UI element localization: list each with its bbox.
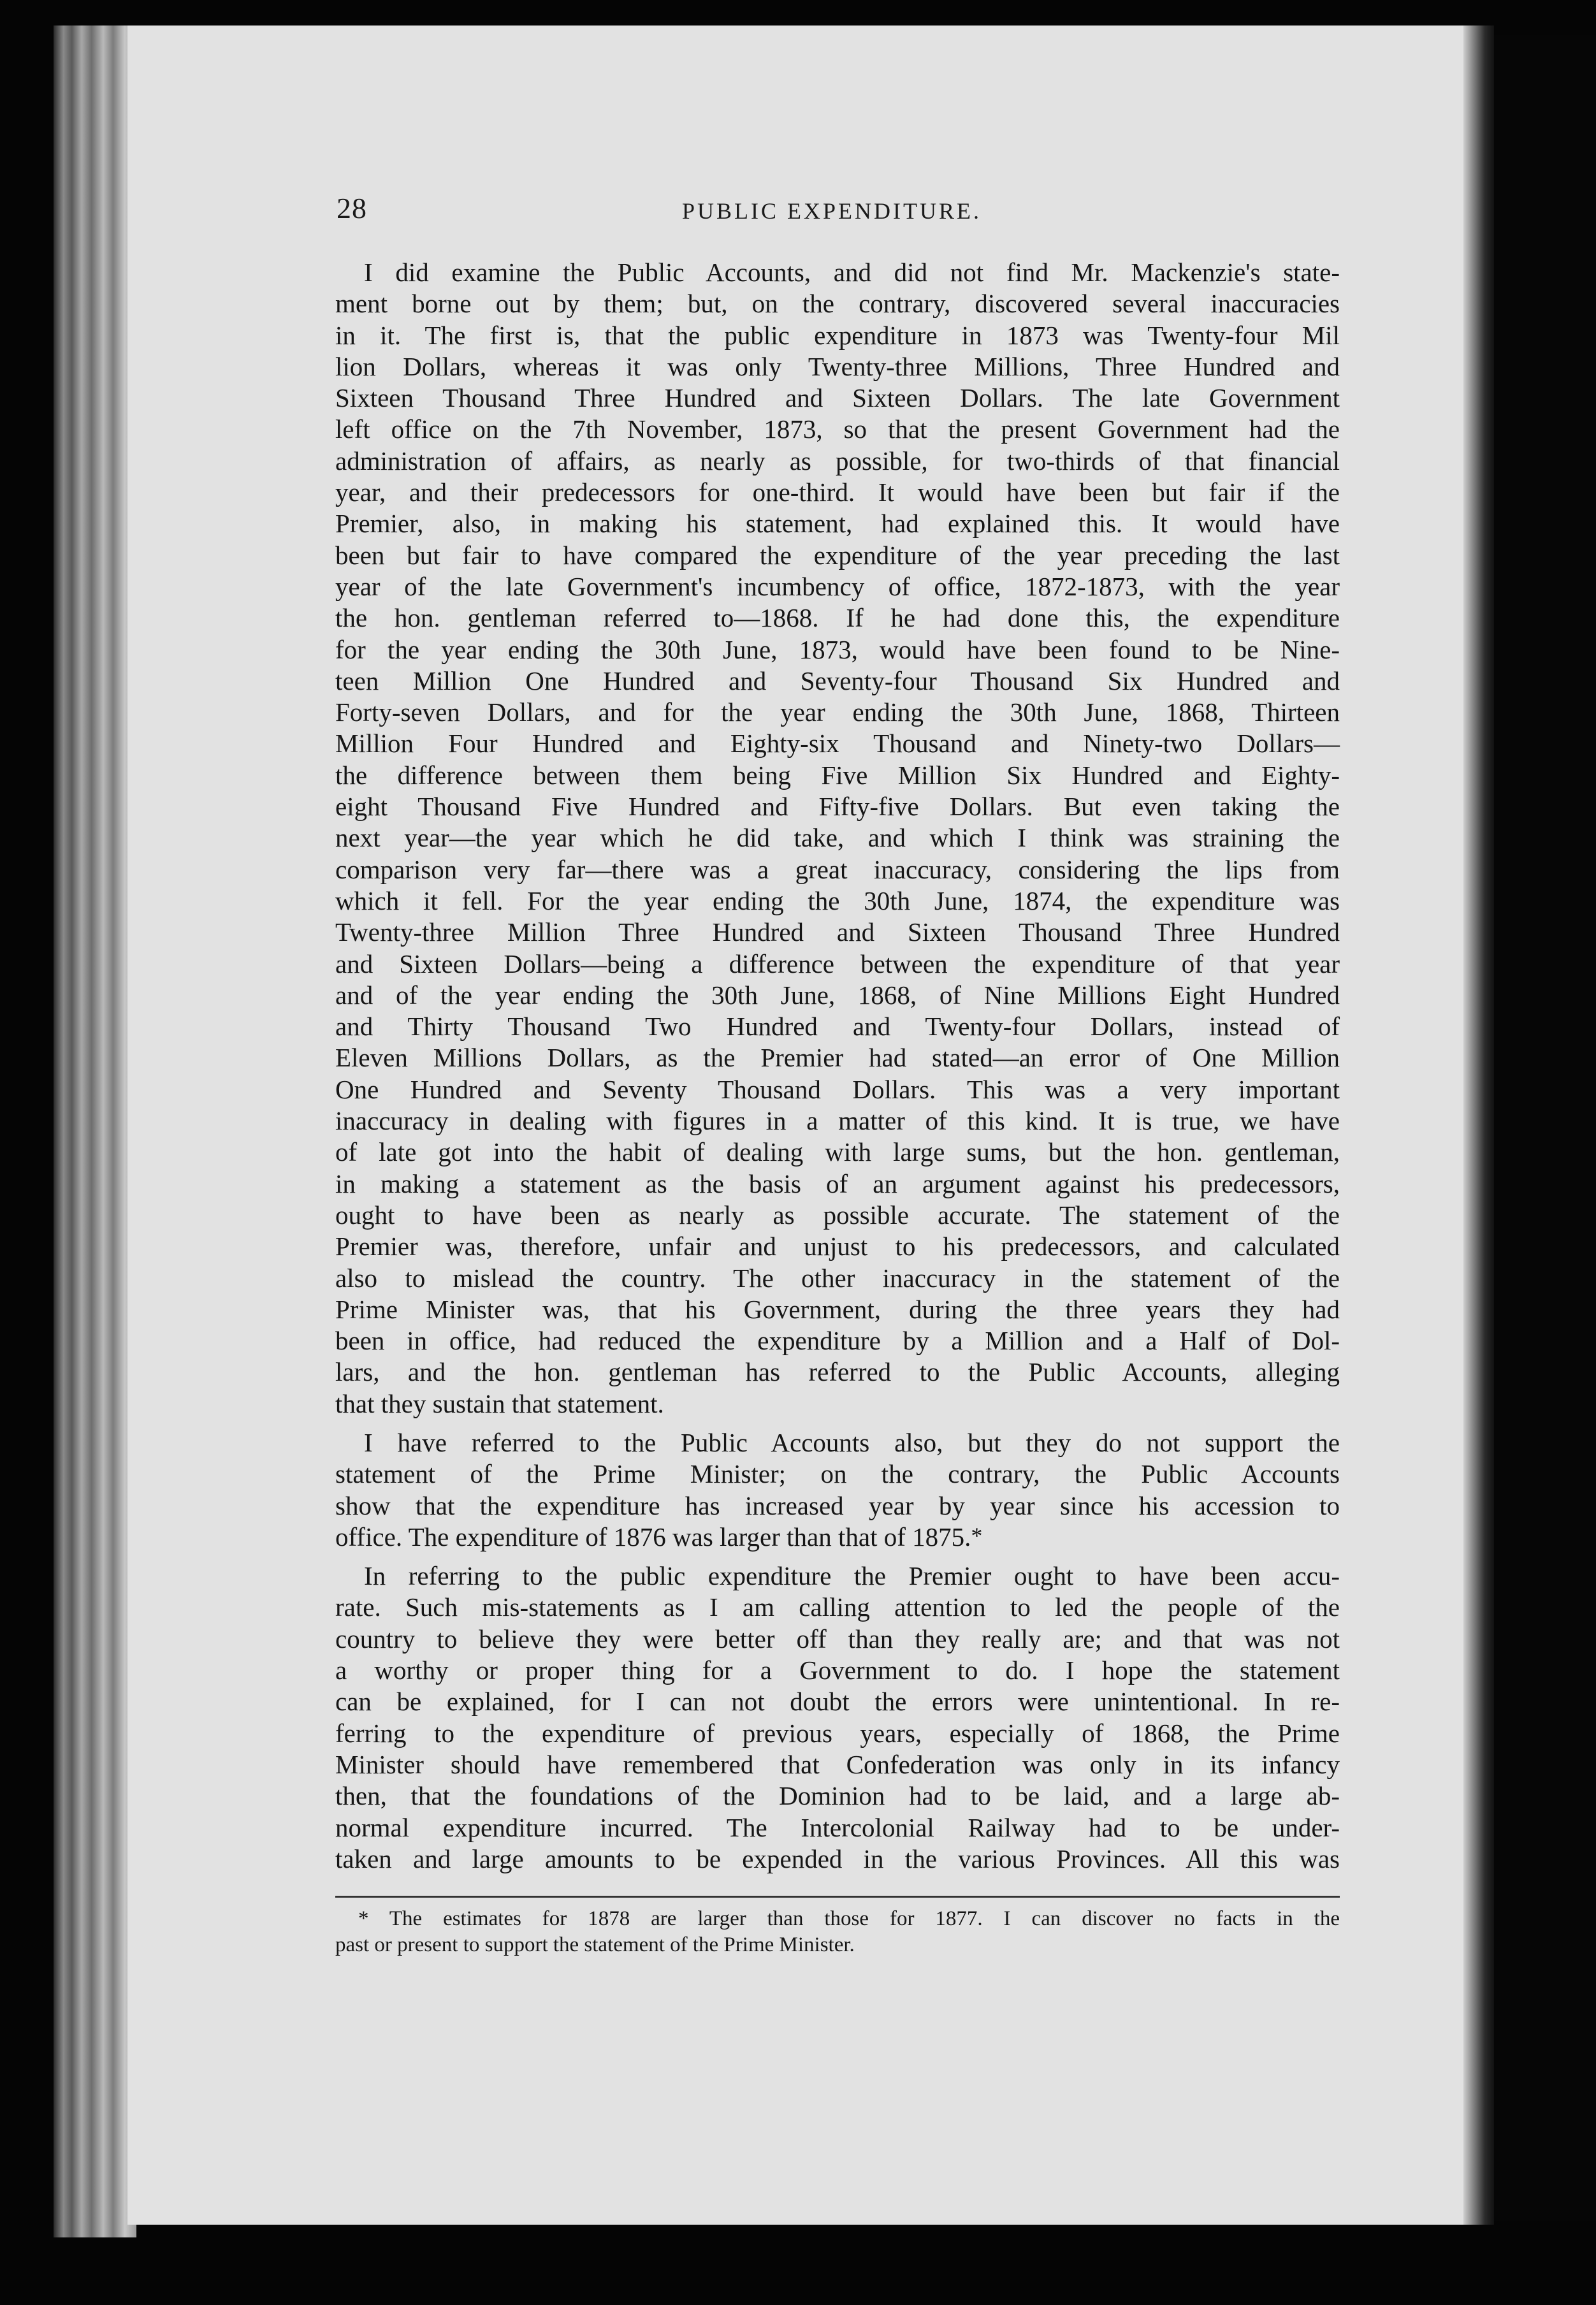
text-line: which it fell. For the year ending the 30th June, 1874, the expenditure was	[335, 885, 1340, 915]
text-line: year, and their predecessors for one-third. It would have been but fair if the	[335, 477, 1340, 507]
text-line: Forty-seven Dollars, and for the year ending the 30th June, 1868, Thirteen	[335, 697, 1340, 727]
text-line: teen Million One Hundred and Seventy-four Thousand Six Hundred and	[335, 665, 1340, 695]
text-line: a worthy or proper thing for a Government to do. I hope the statement	[335, 1655, 1340, 1685]
text-line: comparison very far—there was a great inaccuracy, considering the lips from	[335, 854, 1340, 884]
body-text	[335, 257, 1340, 1882]
text-line: I have referred to the Public Accounts also, but they do not support the	[364, 1427, 1340, 1457]
text-line: in it. The first is, that the public expenditure in 1873 was Twenty-four Mil	[335, 320, 1340, 350]
text-line: next year—the year which he did take, and which I think was straining the	[335, 823, 1340, 853]
text-line: ferring to the expenditure of previous years, especially of 1868, the Prime	[335, 1718, 1340, 1748]
text-line: eight Thousand Five Hundred and Fifty-five Dollars. But even taking the	[335, 792, 1340, 822]
text-line: In referring to the public expenditure the Premier ought to have been accu-	[364, 1561, 1340, 1591]
paragraph	[335, 1427, 1340, 1553]
text-line: rate. Such mis-statements as I am calling attention to led the people of the	[335, 1592, 1340, 1622]
text-line: the difference between them being Five Million Six Hundred and Eighty-	[335, 760, 1340, 790]
text-line: show that the expenditure has increased year by year since his accession to	[335, 1490, 1340, 1520]
text-line: can be explained, for I can not doubt the errors were unintentional. In re-	[335, 1687, 1340, 1717]
text-line: then, that the foundations of the Dominion had to be laid, and a large ab-	[335, 1781, 1340, 1811]
text-line: lion Dollars, whereas it was only Twenty-three Millions, Three Hundred and	[335, 351, 1340, 381]
text-line: Sixteen Thousand Three Hundred and Sixteen Dollars. The late Government	[335, 383, 1340, 413]
text-line: and Sixteen Dollars—being a difference between the expenditure of that year	[335, 949, 1340, 978]
text-line: Premier, also, in making his statement, had explained this. It would have	[335, 509, 1340, 539]
text-line-content: office. The expenditure of 1876 was larger than that of 1875.	[335, 1522, 971, 1552]
text-line: Twenty-three Million Three Hundred and Sixteen Thousand Three Hundred	[335, 917, 1340, 947]
text-line: Premier was, therefore, unfair and unjust to his predecessors, and calculated	[335, 1232, 1340, 1262]
footnote-rule	[335, 1896, 1340, 1898]
text-line: Prime Minister was, that his Government, during the three years they had	[335, 1294, 1340, 1324]
running-head: PUBLIC EXPENDITURE.	[682, 198, 982, 224]
text-line: been but fair to have compared the expenditure of the year preceding the last	[335, 540, 1340, 570]
text-line: lars, and the hon. gentleman has referred to the Public Accounts, alleging	[335, 1357, 1340, 1387]
text-line: and Thirty Thousand Two Hundred and Twenty-four Dollars, instead of	[335, 1012, 1340, 1042]
page-number: 28	[337, 192, 367, 224]
footnote-marker: *	[971, 1522, 983, 1548]
page-edge-stack	[54, 25, 136, 2237]
text-line: left office on the 7th November, 1873, so that the present Government had the	[335, 414, 1340, 444]
text-line: been in office, had reduced the expenditure by a Million and a Half of Dol-	[335, 1326, 1340, 1356]
text-line: administration of affairs, as nearly as possible, for two-thirds of that financial	[335, 446, 1340, 476]
text-line: ought to have been as nearly as possible accurate. The statement of the	[335, 1200, 1340, 1230]
text-line: year of the late Government's incumbency of office, 1872-1873, with the year	[335, 571, 1340, 601]
text-line: country to believe they were better off than they really are; and that was not	[335, 1624, 1340, 1654]
text-line: in making a statement as the basis of an argument against his predecessors,	[335, 1168, 1340, 1198]
text-line: and of the year ending the 30th June, 1868, of Nine Millions Eight Hundred	[335, 980, 1340, 1010]
text-line: Eleven Millions Dollars, as the Premier had stated—an error of One Million	[335, 1043, 1340, 1073]
text-line: that they sustain that statement.	[335, 1388, 664, 1418]
text-line: also to mislead the country. The other inaccuracy in the statement of the	[335, 1263, 1340, 1293]
footnote	[335, 1906, 1340, 1958]
footnote-line: past or present to support the statement of the Prime Minister.	[335, 1933, 855, 1956]
text-line: of late got into the habit of dealing with large sums, but the hon. gentleman,	[335, 1137, 1340, 1167]
text-line: One Hundred and Seventy Thousand Dollars. This was a very important	[335, 1074, 1340, 1104]
gutter-shadow	[1463, 25, 1494, 2225]
paragraph	[335, 257, 1340, 1420]
text-line: taken and large amounts to be expended in the various Provinces. All this was	[335, 1843, 1340, 1873]
text-line: normal expenditure incurred. The Intercolonial Railway had to be under-	[335, 1812, 1340, 1842]
text-line: Million Four Hundred and Eighty-six Thousand and Ninety-two Dollars—	[335, 729, 1340, 759]
text-line: I did examine the Public Accounts, and did not find Mr. Mackenzie's state-	[364, 258, 1340, 287]
text-line: the hon. gentleman referred to—1868. If he had done this, the expenditure	[335, 603, 1340, 633]
text-line: ment borne out by them; but, on the contrary, discovered several inaccuracies	[335, 289, 1340, 319]
text-line: inaccuracy in dealing with figures in a matter of this kind. It is true, we have	[335, 1106, 1340, 1136]
footnote-line: * The estimates for 1878 are larger than those for 1877. I can discover no facts in the	[358, 1907, 1340, 1930]
text-line: for the year ending the 30th June, 1873, would have been found to be Nine-	[335, 634, 1340, 664]
text-line	[335, 1522, 1340, 1553]
text-line: Minister should have remembered that Confederation was only in its infancy	[335, 1749, 1340, 1779]
paragraph	[335, 1560, 1340, 1875]
next-page-sliver	[1494, 35, 1596, 2221]
text-line: statement of the Prime Minister; on the contrary, the Public Accounts	[335, 1459, 1340, 1489]
